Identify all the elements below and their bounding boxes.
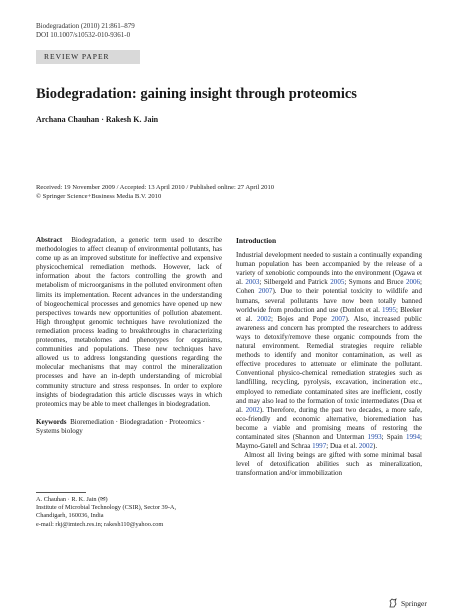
affiliation-email[interactable]: e-mail: rkj@imtech.res.in; rakesh110@yahoo.com	[36, 520, 164, 528]
left-column	[36, 236, 222, 436]
copyright-line: © Springer Science+Business Media B.V. 2010	[36, 192, 162, 200]
affiliation-city: Chandigarh, 160036, India	[36, 512, 104, 520]
paragraph-text: ). Due to their potential toxicity to wildlife and humans, several pollutants have now been totally banned worldwide from production and use (Donlon et al.	[236, 287, 422, 314]
citation-link[interactable]: 2006	[405, 278, 421, 287]
footnote-divider	[36, 492, 86, 493]
paragraph-text: ; Cohen	[236, 278, 423, 296]
paragraph-text: ).	[373, 442, 378, 451]
springer-horse-icon	[388, 598, 398, 608]
keywords	[36, 418, 222, 436]
abstract-text: Biodegradation, a generic term used to describe methodologies to affect cleanup of environmental pollutants, has come up as an improved substitute for ineffective and expensive physicochemical remediation methods. However, lack of information about the factors controlling the growth and metabolism of microorganisms in the polluted environment often limits its implementation. Recent advances in the understanding of biogeochemical processes and genomics have opened up new perspectives towards new opportunities of pollution abatement. High throughput genomic techniques have revolutionized the remediation process leading to breakthroughs in characterizing proteomes, metabolomes and phenotypes for organisms, communities and populations. These new techniques have allowed us to address longstanding questions regarding the molecular mechanisms that may control the mineralization processes and have an in-depth understanding of microbial community structure and stress responses. In order to explore insights of biodegradation this article discusses ways in which proteomics may be able to meet challenges in biodegradation.	[36, 236, 222, 408]
paragraph-text: ; Bojes and Pope	[271, 314, 332, 323]
introduction-paragraph-2: Almost all living beings are gifted with some minimal basal level of detoxification abilities such as mineralization, transformation and/or immobilization	[236, 451, 422, 478]
publisher-logo	[388, 598, 427, 608]
journal-header	[36, 22, 135, 40]
abstract	[36, 236, 222, 409]
affiliation-institute: Institute of Microbial Technology (CSIR), Sector 39-A,	[36, 504, 177, 512]
paragraph-text: ; Symons and Bruce	[344, 278, 406, 287]
citation-link[interactable]: 2002	[256, 314, 272, 323]
publication-dates	[36, 184, 274, 201]
paragraph-text: ; Spain	[381, 432, 406, 441]
citation-link[interactable]: 2002	[245, 405, 260, 414]
citation-link[interactable]: 1994	[405, 432, 421, 441]
keywords-text: Bioremediation · Biodegradation · Proteomics · Systems biology	[36, 417, 205, 435]
keywords-label: Keywords	[36, 417, 67, 426]
abstract-label: Abstract	[36, 236, 63, 244]
affiliation-authors: A. Chauhan · R. K. Jain (✉)	[36, 496, 108, 503]
citation-link[interactable]: 2002	[358, 442, 373, 451]
section-heading-introduction: Introduction	[236, 236, 277, 245]
publisher-name: Springer	[401, 598, 427, 608]
citation-link[interactable]: 1995	[381, 305, 397, 314]
paragraph-text: ). Therefore, during the past two decades, a more safe, eco-friendly and economic alternative, bioremediation has become a viable and promising means of restoring the contaminated sites (Shannon and Unterman	[236, 405, 423, 441]
citation-link[interactable]: 2007	[258, 287, 273, 296]
paragraph-text: Industrial development needed to sustain a continually expanding human population has been accompanied by the release of a variety of xenobiotic compounds into the environment (Ogawa et al.	[236, 251, 422, 287]
paragraph-text: ; Dua et al.	[326, 442, 359, 451]
doi: DOI 10.1007/s10532-010-9361-0	[36, 31, 131, 39]
paragraph-text: ; Bleeker et al.	[236, 305, 422, 323]
paragraph-text: ; Maymo-Gatell and Schraa	[236, 432, 422, 451]
right-column	[236, 236, 422, 478]
paragraph-text: ). Also, increased public awareness and concern has prompted the researchers to address ways to detoxify/remove these organic compounds from the natural environment. Remedial strategies require reliable methods to identify and monitor contamination, as well as effective procedures to attenuate or eliminate the pollutant. Conventional physico-chemical remediation strategies such as landfilling, recycling, pyrolysis, excavation, incineration etc., employed to remediate contaminated sites are inefficient, costly and may also lead to the formation of toxic intermediates (Dua et al.	[236, 314, 422, 414]
affiliation-footnote	[36, 496, 176, 529]
introduction-paragraph-1	[236, 251, 422, 451]
citation-link[interactable]: 2005	[330, 278, 345, 287]
journal-citation: Biodegradation (2010) 21:861–879	[36, 22, 135, 30]
article-title: Biodegradation: gaining insight through proteomics	[36, 86, 357, 102]
paragraph-text: ; Silbergeld and Patrick	[259, 278, 331, 287]
author-list: Archana Chauhan · Rakesh K. Jain	[36, 115, 159, 124]
article-type-badge	[36, 50, 140, 64]
article-type-label: REVIEW PAPER	[44, 52, 110, 61]
citation-link[interactable]: 1997	[312, 442, 327, 451]
citation-link[interactable]: 1993	[367, 432, 382, 441]
citation-link[interactable]: 2003	[245, 278, 260, 287]
citation-link[interactable]: 2007	[331, 314, 346, 323]
received-accepted-dates: Received: 19 November 2009 / Accepted: 13 April 2010 / Published online: 27 April 2010	[36, 184, 275, 191]
